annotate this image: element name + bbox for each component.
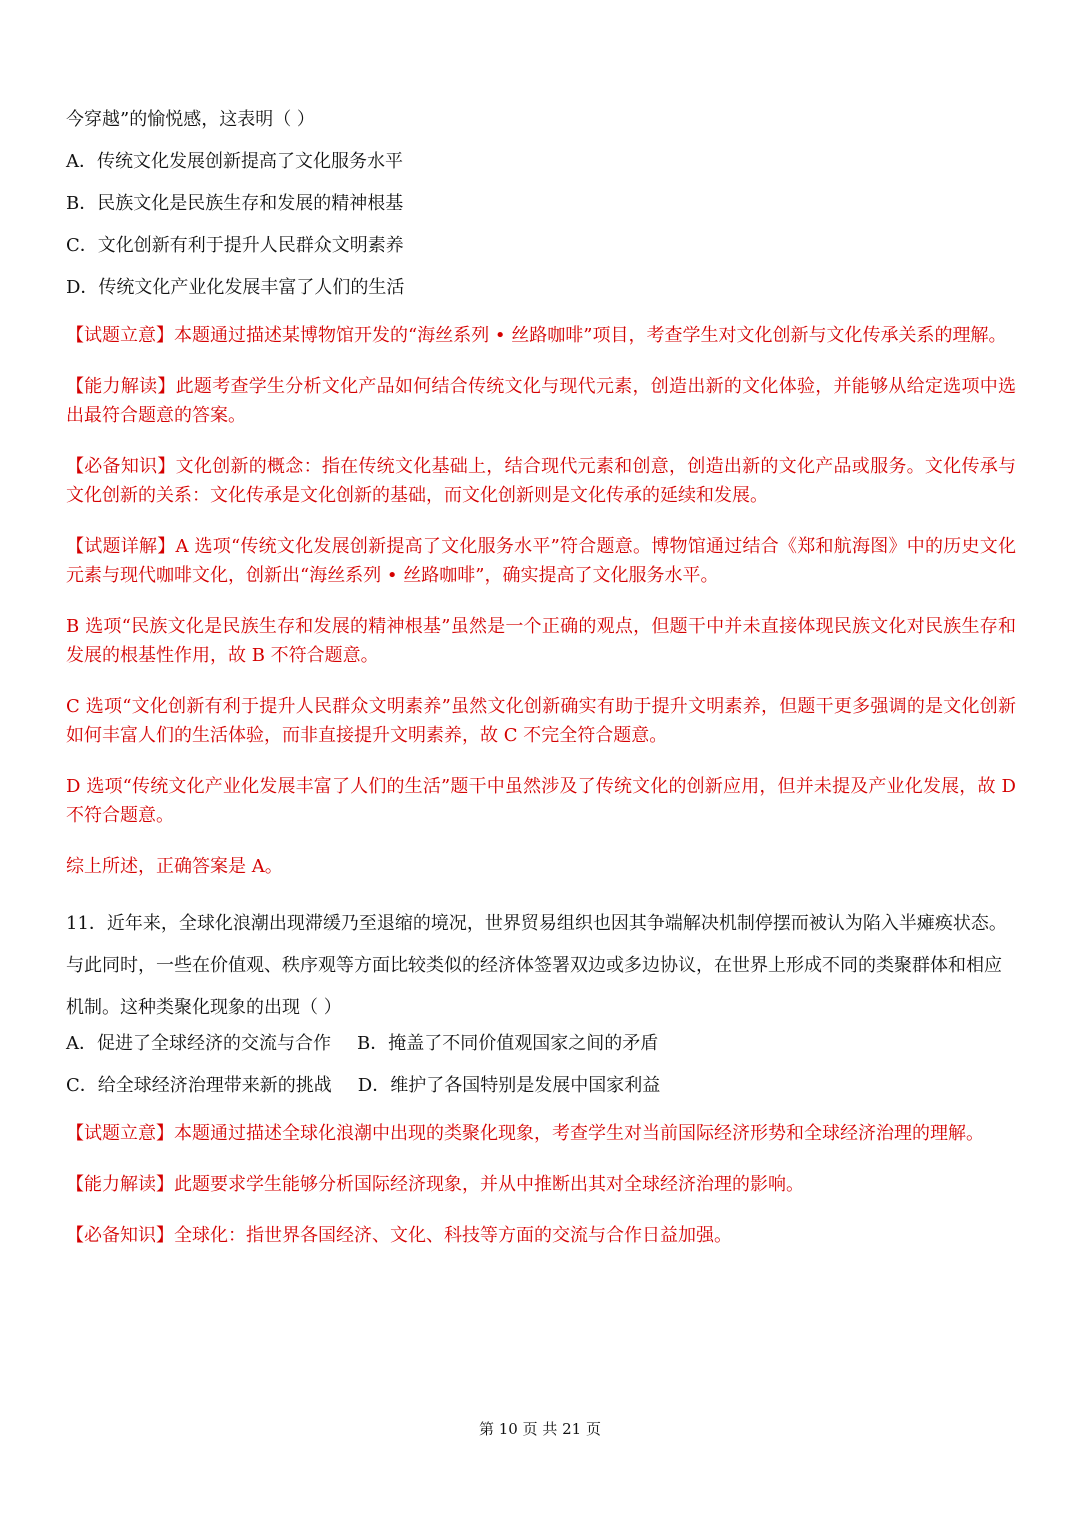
q10-analysis-option-c: C 选项“文化创新有利于提升人民群众文明素养”虽然文化创新确实有助于提升文明素养，但题干更多强调的是文化创新如何丰富人们的生活体验，而非直接提升文明素养，故 C 不完全符合题意。: [66, 696, 1016, 746]
q11-analysis-intent: 【试题立意】本题通过描述全球化浪潮中出现的类聚化现象，考查学生对当前国际经济形势和全球经济治理的理解。: [66, 1123, 984, 1144]
page-number: 第 10 页 共 21 页: [478, 1420, 601, 1438]
q11-options-row-1: [66, 1029, 1016, 1059]
q11-analysis-knowledge: 【必备知识】全球化：指世界各国经济、文化、科技等方面的交流与合作日益加强。: [66, 1225, 732, 1246]
q10-analysis-knowledge: 【必备知识】文化创新的概念：指在传统文化基础上，结合现代元素和创意，创造出新的文化产品或服务。文化传承与文化创新的关系：文化传承是文化创新的基础，而文化创新则是文化传承的延续和发展。: [66, 456, 1016, 506]
q10-analysis-ability: 【能力解读】此题考查学生分析文化产品如何结合传统文化与现代元素，创造出新的文化体验，并能够从给定选项中选出最符合题意的答案。: [66, 376, 1016, 426]
q10-analysis-option-b: B 选项“民族文化是民族生存和发展的精神根基”虽然是一个正确的观点，但题干中并未直接体现民族文化对民族生存和发展的根基性作用，故 B 不符合题意。: [66, 616, 1016, 666]
q11-option-c: C．给全球经济治理带来新的挑战: [66, 1075, 332, 1096]
q11-analysis-ability: 【能力解读】此题要求学生能够分析国际经济现象，并从中推断出其对全球经济治理的影响。: [66, 1174, 804, 1195]
q11-option-d: D．维护了各国特别是发展中国家利益: [357, 1075, 661, 1096]
q10-analysis-intent: 【试题立意】本题通过描述某博物馆开发的“海丝系列 • 丝路咖啡”项目，考查学生对文化创新与文化传承关系的理解。: [66, 325, 1007, 346]
q10-option-b: B．民族文化是民族生存和发展的精神根基: [66, 193, 404, 214]
q10-analysis-option-d: D 选项“传统文化产业化发展丰富了人们的生活”题干中虽然涉及了传统文化的创新应用，但并未提及产业化发展，故 D 不符合题意。: [66, 776, 1016, 826]
q11-option-b: B．掩盖了不同价值观国家之间的矛盾: [357, 1033, 659, 1054]
question-10-tail: 今穿越”的愉悦感，这表明（ ）: [66, 109, 315, 130]
q10-analysis-detail: 【试题详解】A 选项“传统文化发展创新提高了文化服务水平”符合题意。博物馆通过结合《郑和航海图》中的历史文化元素与现代咖啡文化，创新出“海丝系列 • 丝路咖啡”，确实提高了文化服务水平。: [66, 536, 1016, 586]
q10-option-c: C．文化创新有利于提升人民群众文明素养: [66, 235, 404, 256]
document-body: [66, 105, 1016, 1250]
q10-option-d: D．传统文化产业化发展丰富了人们的生活: [66, 277, 405, 298]
question-11-stem: 11．近年来，全球化浪潮出现滞缓乃至退缩的境况，世界贸易组织也因其争端解决机制停摆而被认为陷入半瘫痪状态。与此同时，一些在价值观、秩序观等方面比较类似的经济体签署双边或多边协议，在世界上形成不同的类聚群体和相应机制。这种类聚化现象的出现（ ）: [66, 913, 1007, 1018]
q11-option-a: A．促进了全球经济的交流与合作: [66, 1033, 331, 1054]
q10-option-a: A．传统文化发展创新提高了文化服务水平: [66, 151, 403, 172]
q11-options-row-2: [66, 1071, 1016, 1101]
q10-conclusion: 综上所述，正确答案是 A。: [66, 856, 283, 877]
